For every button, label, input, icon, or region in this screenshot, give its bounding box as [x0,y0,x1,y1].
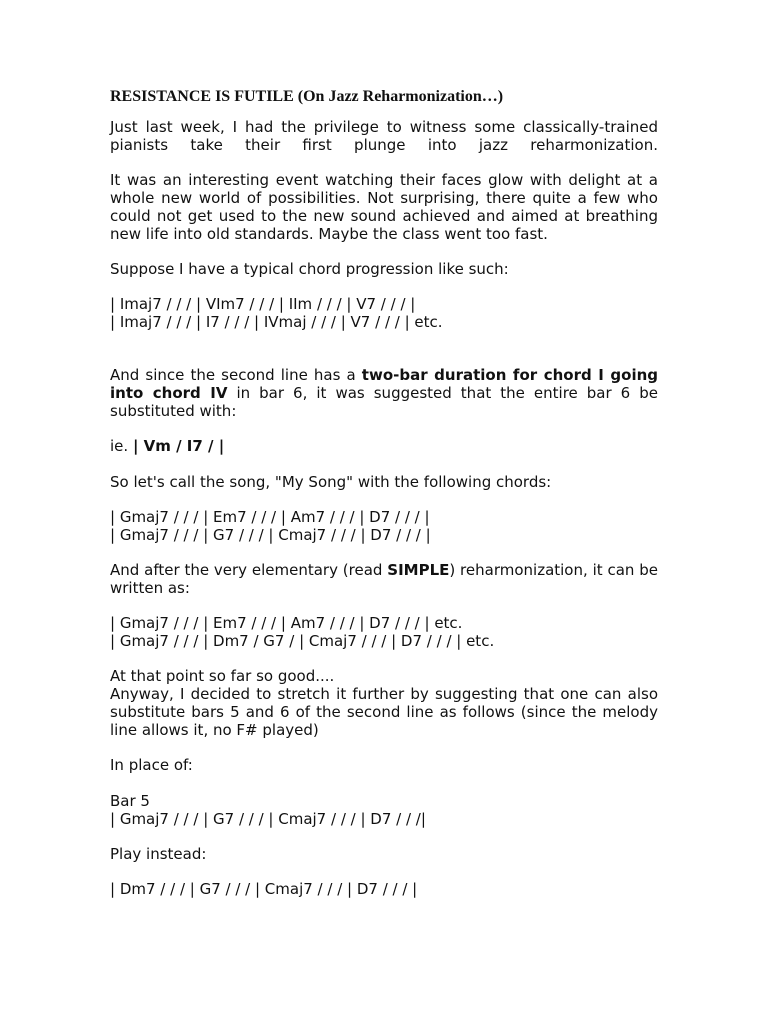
my-song-line-2: | Gmaj7 / / / | G7 / / / | Cmaj7 / / / | D7 / / / | [110,526,431,544]
reharm-text-pre: And after the very elementary (read [110,561,388,579]
my-song-chords [110,508,658,544]
reharm-chords [110,614,658,650]
intro-paragraph [110,118,658,154]
so-far-line: At that point so far so good.... [110,667,335,685]
play-instead-label: Play instead: [110,845,207,863]
bar5-label: Bar 5 [110,792,150,810]
event-paragraph: It was an interesting event watching their faces glow with delight at a whole new world of possibilities. Not surprising, there quite a few who could not get used to the new sound achieved and aimed at breathing new life into old standards. Maybe the class went too fast. [110,171,658,243]
substitution-paragraph [110,366,658,420]
intro-line-2: pianists take their first plunge into jazz reharmonization. [110,136,658,154]
in-place-of-label: In place of: [110,756,193,774]
progression-line-2: | Imaj7 / / / | I7 / / / | IVmaj / / / | V7 / / / | etc. [110,313,443,331]
stretch-text: Anyway, I decided to stretch it further by suggesting that one can also substitute bars 5 and 6 of the second line as follows (since the melody line allows it, no F# played) [110,685,658,739]
bar5-chords: | Gmaj7 / / / | G7 / / / | Cmaj7 / / / | D7 / / /| [110,810,426,828]
progression-intro: Suppose I have a typical chord progression like such: [110,260,509,278]
substitution-emphasis: two-bar duration for chord I going into chord IV [110,366,658,402]
reharm-text-post: ) reharmonization, it can be written as: [110,561,658,597]
my-song-line-1: | Gmaj7 / / / | Em7 / / / | Am7 / / / | D7 / / / | [110,508,430,526]
my-song-intro: So let's call the song, "My Song" with the following chords: [110,473,552,491]
reharm-emphasis: SIMPLE [387,561,450,579]
final-chords: | Dm7 / / / | G7 / / / | Cmaj7 / / / | D7 / / / | [110,880,418,898]
document-title: RESISTANCE IS FUTILE (On Jazz Reharmonization…) [110,88,504,105]
substitution-text-pre: And since the second line has a [110,366,362,384]
bar5-block [110,792,658,828]
chord-progression-roman [110,295,658,331]
ie-example [110,437,658,455]
ie-chords: | Vm / I7 / | [132,437,225,455]
progression-line-1: | Imaj7 / / / | VIm7 / / / | IIm / / / | V7 / / / | [110,295,416,313]
reharm-line-2: | Gmaj7 / / / | Dm7 / G7 / | Cmaj7 / / / | D7 / / / | etc. [110,632,495,650]
reharm-line-1: | Gmaj7 / / / | Em7 / / / | Am7 / / / | D7 / / / | etc. [110,614,463,632]
reharm-paragraph [110,561,658,597]
substitution-text-post: in bar 6, it was suggested that the entire bar 6 be substituted with: [110,384,658,420]
intro-line-1: Just last week, I had the privilege to witness some classically-trained [110,118,658,136]
stretch-paragraph [110,667,658,739]
ie-label: ie. [110,437,133,455]
